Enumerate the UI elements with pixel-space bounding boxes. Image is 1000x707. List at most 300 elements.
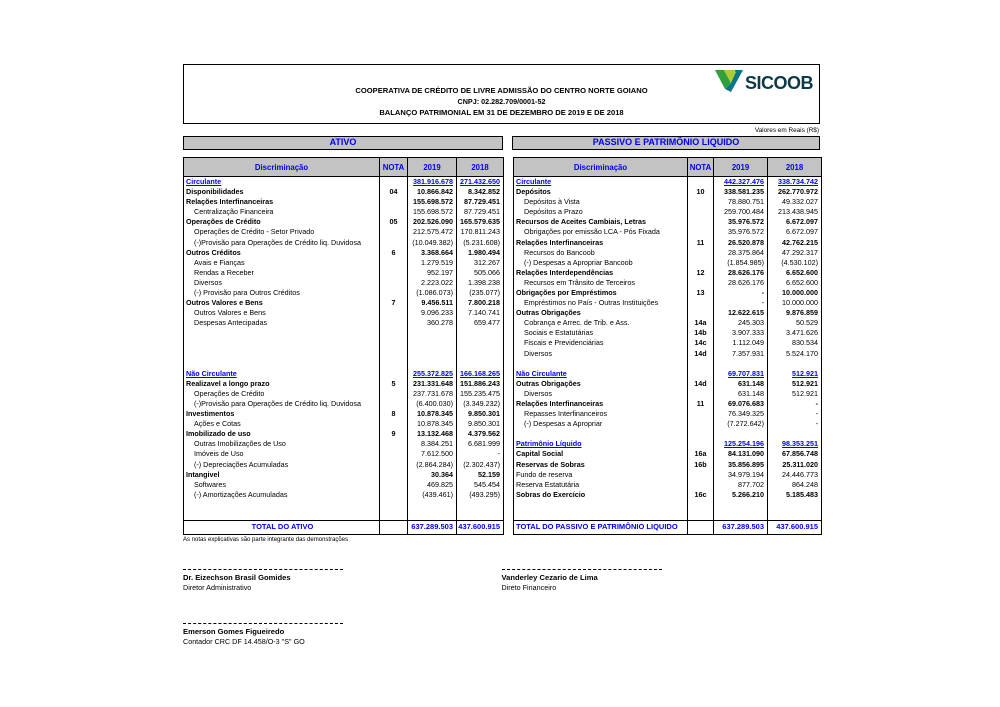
row-nota: 5	[380, 379, 408, 389]
row-value-2018: 67.856.748	[782, 449, 818, 459]
row-nota: 9	[380, 429, 408, 439]
table-row	[184, 439, 504, 449]
row-nota	[688, 389, 714, 399]
company-cnpj: CNPJ: 02.282.709/0001-52	[457, 97, 546, 106]
row-value-2019: 7.357.931	[714, 349, 768, 359]
row-value-2019: 10.878.345	[408, 409, 457, 419]
row-value-2019: 28.626.176	[714, 278, 768, 288]
row-label: Ações e Cotas	[184, 419, 380, 429]
row-nota: 16a	[688, 449, 714, 459]
row-value-2018: 6.672.097	[786, 227, 818, 237]
row-label	[184, 328, 380, 338]
table-row	[514, 308, 822, 318]
row-label: Outras Obrigações	[514, 379, 688, 389]
row-value-2018: (5.231.608)	[463, 237, 500, 247]
table-row	[184, 490, 504, 500]
row-value-2019: 12.622.615	[714, 308, 768, 318]
row-value-2018	[457, 338, 504, 348]
signature-line	[183, 623, 343, 624]
table-row	[184, 227, 504, 237]
signature-name: Emerson Gomes Figueiredo	[183, 626, 285, 636]
row-value-2018: 338.734.742	[778, 177, 818, 186]
row-value-2019: 10.866.842	[408, 187, 457, 197]
row-value-2019: 7.612.500	[408, 449, 457, 459]
table-row	[514, 318, 822, 328]
row-label	[184, 500, 380, 510]
row-value-2018: 512.921	[792, 388, 818, 398]
row-value-2018: 49.332.027	[782, 197, 818, 207]
ativo-table-total	[184, 520, 504, 534]
total-ativo-2019: 637.289.503	[408, 520, 457, 534]
signature-block-3	[183, 623, 513, 647]
row-label	[184, 359, 380, 369]
row-nota	[688, 510, 714, 520]
table-row	[184, 409, 504, 419]
row-label: Outros Créditos	[184, 248, 380, 258]
row-value-2019: 9.456.511	[408, 298, 457, 308]
row-value-2019: 237.731.678	[408, 389, 457, 399]
row-value-2018	[457, 328, 504, 338]
row-value-2018: 155.235.475	[460, 388, 500, 398]
table-row	[514, 449, 822, 459]
row-label: Operações de Crédito	[184, 389, 380, 399]
row-value-2019: -	[714, 298, 768, 308]
row-nota	[380, 359, 408, 369]
document-header	[183, 64, 820, 124]
row-label: (-) Despesas a Apropriar Bancoob	[514, 258, 688, 268]
row-nota	[380, 207, 408, 217]
row-nota: 14a	[688, 318, 714, 328]
table-row	[514, 359, 822, 369]
column-header-discriminacao: Discriminação	[514, 158, 688, 177]
row-label: Capital Social	[514, 449, 688, 459]
row-value-2019: 231.331.648	[408, 379, 457, 389]
row-value-2018	[457, 500, 504, 510]
row-nota	[380, 349, 408, 359]
row-label: (-)Provisão para Operações de Crédito liq. Duvidosa	[184, 399, 380, 409]
row-label: Relações Interdependências	[514, 268, 688, 278]
row-label	[184, 338, 380, 348]
row-value-2018: 24.446.773	[782, 469, 818, 479]
row-label: (-) Despesas a Apropriar	[514, 419, 688, 429]
table-row	[514, 349, 822, 359]
row-value-2018: 165.579.635	[460, 217, 500, 227]
row-value-2019	[408, 328, 457, 338]
signature-block-1	[183, 569, 502, 593]
row-nota: 8	[380, 409, 408, 419]
table-row	[184, 318, 504, 328]
row-value-2018: 87.729.451	[464, 207, 500, 217]
total-passivo-2018: 437.600.915	[768, 520, 822, 534]
row-nota	[380, 227, 408, 237]
row-label: Reservas de Sobras	[514, 460, 688, 470]
company-name: COOPERATIVA DE CRÉDITO DE LIVRE ADMISSÃO DO CENTRO NORTE GOIANO	[355, 86, 648, 95]
row-nota	[380, 288, 408, 298]
row-nota	[688, 439, 714, 449]
row-value-2018: 9.850.301	[468, 409, 500, 419]
column-header-2019: 2019	[714, 158, 768, 177]
row-nota	[688, 470, 714, 480]
table-row	[514, 419, 822, 429]
row-nota	[380, 510, 408, 520]
passivo-table-total	[514, 520, 822, 534]
row-nota	[688, 227, 714, 237]
row-nota: 7	[380, 298, 408, 308]
tables-row	[183, 157, 820, 535]
row-nota	[688, 500, 714, 510]
row-nota	[688, 258, 714, 268]
table-row	[184, 429, 504, 439]
row-value-2018	[768, 500, 822, 510]
row-value-2018: 659.477	[474, 318, 500, 328]
row-label: Diversos	[184, 278, 380, 288]
ativo-table	[183, 157, 504, 535]
table-row	[184, 500, 504, 510]
row-value-2018	[457, 349, 504, 359]
row-value-2018: 52.159	[478, 469, 500, 479]
table-row	[184, 510, 504, 520]
row-nota: 14d	[688, 379, 714, 389]
row-value-2019: 3.907.333	[714, 328, 768, 338]
row-label: Cobrança e Arrec. de Trib. e Ass.	[514, 318, 688, 328]
row-nota	[380, 318, 408, 328]
row-value-2019: 69.707.831	[714, 369, 768, 379]
row-nota: 10	[688, 187, 714, 197]
row-nota: 6	[380, 248, 408, 258]
row-nota	[688, 207, 714, 217]
signature-role: Direto Financeiro	[501, 582, 557, 592]
row-value-2018: 1.398.238	[468, 277, 500, 287]
row-value-2019: 1.279.519	[408, 258, 457, 268]
row-label: Recursos em Trânsito de Terceiros	[514, 278, 688, 288]
row-value-2018: 87.729.451	[464, 197, 500, 207]
row-value-2018: 262.770.972	[778, 187, 818, 197]
row-label	[514, 429, 688, 439]
row-value-2018: 6.652.600	[786, 267, 818, 277]
row-label: Circulante	[514, 177, 688, 188]
table-row	[184, 237, 504, 247]
row-label: Operações de Crédito	[184, 217, 380, 227]
table-row	[184, 369, 504, 379]
row-value-2019: 28.626.176	[714, 268, 768, 278]
row-value-2018: (2.302.437)	[463, 459, 500, 469]
table-row	[184, 338, 504, 348]
row-value-2018: 4.379.562	[468, 429, 500, 439]
table-row	[514, 288, 822, 298]
table-row	[514, 429, 822, 439]
row-value-2019: (439.461)	[408, 490, 457, 500]
row-value-2019: (10.049.382)	[408, 237, 457, 247]
row-nota	[688, 298, 714, 308]
table-row	[184, 349, 504, 359]
row-nota	[380, 268, 408, 278]
row-value-2018: 312.267	[474, 257, 500, 267]
row-label: Avais e Fianças	[184, 258, 380, 268]
row-value-2018: -	[815, 419, 818, 429]
row-value-2018: (235.077)	[469, 287, 500, 297]
row-label: Operações de Crédito - Setor Privado	[184, 227, 380, 237]
row-value-2018	[768, 359, 822, 369]
row-value-2018	[457, 510, 504, 520]
row-value-2019: 212.575.472	[408, 227, 457, 237]
row-label: Fiscais e Previdenciárias	[514, 338, 688, 348]
row-nota	[380, 177, 408, 188]
row-value-2018: 5.524.170	[786, 348, 818, 358]
row-nota	[380, 237, 408, 247]
row-value-2019: 381.916.678	[408, 177, 457, 188]
signature-name: Vanderley Cezario de Lima	[501, 572, 598, 582]
row-value-2018: 6.652.600	[786, 277, 818, 287]
row-value-2018: (493.295)	[469, 489, 500, 499]
row-nota	[380, 338, 408, 348]
row-value-2018: 151.886.243	[460, 378, 500, 388]
table-row	[184, 298, 504, 308]
row-label: Disponibilidades	[184, 187, 380, 197]
passivo-table-header	[514, 158, 822, 177]
row-nota	[688, 359, 714, 369]
row-value-2019: 1.112.049	[714, 338, 768, 348]
row-value-2018: -	[815, 399, 818, 409]
row-value-2019: 631.148	[714, 389, 768, 399]
table-row	[184, 389, 504, 399]
row-nota	[688, 480, 714, 490]
row-nota	[380, 399, 408, 409]
table-row	[514, 500, 822, 510]
row-value-2019: 26.520.878	[714, 237, 768, 247]
row-nota	[380, 480, 408, 490]
passivo-section-bar: PASSIVO E PATRIMÔNIO LIQUIDO	[512, 136, 820, 150]
row-value-2019: 3.368.664	[408, 248, 457, 258]
row-value-2018: 545.454	[474, 479, 500, 489]
row-label: Sobras do Exercício	[514, 490, 688, 500]
row-value-2019: 255.372.825	[408, 369, 457, 379]
table-row	[514, 480, 822, 490]
table-row	[184, 480, 504, 490]
row-label: Imobilizado de uso	[184, 429, 380, 439]
row-value-2019	[714, 359, 768, 369]
row-value-2019	[408, 338, 457, 348]
row-value-2019: 30.364	[408, 470, 457, 480]
row-nota: 14b	[688, 328, 714, 338]
row-label: Diversos	[514, 389, 688, 399]
row-label: Obrigações por Empréstimos	[514, 288, 688, 298]
row-value-2018: 166.168.265	[460, 368, 500, 378]
row-label: Depósitos à Vista	[514, 197, 688, 207]
table-row	[514, 328, 822, 338]
row-label: Circulante	[184, 177, 380, 188]
row-value-2019: (7.272.642)	[714, 419, 768, 429]
row-value-2018	[768, 510, 822, 520]
row-value-2019: 35.976.572	[714, 217, 768, 227]
row-nota	[688, 177, 714, 188]
row-nota	[380, 328, 408, 338]
row-label: Reserva Estatutária	[514, 480, 688, 490]
sicoob-logo-text: SICOOB	[744, 72, 813, 93]
column-header-2018: 2018	[457, 158, 504, 177]
row-value-2019: 2.223.022	[408, 278, 457, 288]
row-value-2019: 338.581.235	[714, 187, 768, 197]
row-label: (-)Provisão para Operações de Crédito liq. Duvidosa	[184, 237, 380, 247]
row-value-2018	[768, 429, 822, 439]
row-nota	[380, 278, 408, 288]
row-label: Outras Imobilizações de Uso	[184, 439, 380, 449]
table-row	[514, 177, 822, 188]
row-label: Recursos do Bancoob	[514, 248, 688, 258]
row-value-2019	[408, 500, 457, 510]
row-label: Imóveis de Uso	[184, 449, 380, 459]
row-value-2019	[408, 510, 457, 520]
column-header-2018: 2018	[768, 158, 822, 177]
row-value-2019: 125.254.196	[714, 439, 768, 449]
row-nota	[688, 429, 714, 439]
row-label: (-) Amortizações Acumuladas	[184, 490, 380, 500]
row-value-2019	[408, 349, 457, 359]
row-nota: 04	[380, 187, 408, 197]
table-row	[514, 510, 822, 520]
row-value-2018: 170.811.243	[460, 227, 500, 237]
row-nota	[380, 369, 408, 379]
row-label: Diversos	[514, 349, 688, 359]
row-nota	[380, 258, 408, 268]
signature-line	[183, 569, 343, 570]
row-nota	[688, 419, 714, 429]
row-label: Relações Interfinanceiras	[184, 197, 380, 207]
row-value-2019	[408, 359, 457, 369]
table-row	[184, 470, 504, 480]
row-nota	[688, 197, 714, 207]
row-value-2018: 213.438.945	[778, 207, 818, 217]
row-nota	[380, 389, 408, 399]
table-row	[184, 248, 504, 258]
row-label: Não Circulante	[514, 369, 688, 379]
total-ativo-label: TOTAL DO ATIVO	[184, 520, 380, 534]
column-header-nota: NOTA	[688, 158, 714, 177]
row-nota	[380, 470, 408, 480]
row-nota: 16c	[688, 490, 714, 500]
table-row	[184, 207, 504, 217]
table-row	[514, 460, 822, 470]
table-row	[514, 278, 822, 288]
table-row	[514, 338, 822, 348]
row-nota	[380, 490, 408, 500]
row-label: Centralização Financeira	[184, 207, 380, 217]
table-row	[184, 449, 504, 459]
row-value-2019: 155.698.572	[408, 197, 457, 207]
row-nota	[688, 217, 714, 227]
column-header-discriminacao: Discriminação	[184, 158, 380, 177]
table-row	[184, 359, 504, 369]
row-label: Outros Valores e Bens	[184, 308, 380, 318]
row-label	[184, 349, 380, 359]
row-nota: 11	[688, 399, 714, 409]
row-value-2018: 271.432.650	[460, 177, 500, 186]
row-value-2019: 35.856.895	[714, 460, 768, 470]
row-label: Investimentos	[184, 409, 380, 419]
row-label: Realizavel a longo prazo	[184, 379, 380, 389]
row-value-2018: 5.185.483	[786, 489, 818, 499]
row-label: Relações Interfinanceiras	[514, 237, 688, 247]
passivo-table-body	[514, 177, 822, 521]
table-row	[514, 258, 822, 268]
row-value-2019: 245.303	[714, 318, 768, 328]
section-bars	[183, 136, 820, 150]
row-nota	[380, 460, 408, 470]
row-value-2018: 505.066	[474, 267, 500, 277]
row-value-2018: 8.342.852	[468, 187, 500, 197]
row-nota	[688, 308, 714, 318]
table-row	[184, 399, 504, 409]
row-value-2018: 10.000.000	[782, 298, 818, 308]
table-row	[184, 460, 504, 470]
row-label: Relações Interfinanceiras	[514, 399, 688, 409]
table-row	[514, 389, 822, 399]
row-value-2019: (6.400.030)	[408, 399, 457, 409]
row-value-2018: 50.529	[796, 318, 818, 328]
signature-block-2	[502, 569, 821, 593]
row-value-2019: (2.864.284)	[408, 460, 457, 470]
row-value-2018: 42.762.215	[782, 237, 818, 247]
row-label: Recursos de Aceites Cambiais, Letras	[514, 217, 688, 227]
row-value-2019: 155.698.572	[408, 207, 457, 217]
currency-note: Valores em Reais (R$)	[754, 127, 819, 134]
column-header-2019: 2019	[408, 158, 457, 177]
row-value-2018: 864.248	[792, 479, 818, 489]
row-value-2019: 76.349.325	[714, 409, 768, 419]
table-row	[514, 197, 822, 207]
row-value-2018: 512.921	[792, 378, 818, 388]
row-value-2018: 3.471.626	[786, 328, 818, 338]
table-row	[514, 187, 822, 197]
row-value-2019	[714, 429, 768, 439]
row-nota: 12	[688, 268, 714, 278]
table-row	[514, 399, 822, 409]
table-row	[184, 217, 504, 227]
passivo-table	[513, 157, 822, 535]
table-row	[184, 288, 504, 298]
row-label: (-) Depreciações Acumuladas	[184, 460, 380, 470]
signature-role: Contador CRC DF 14.458/O-3 "S" GO	[183, 636, 305, 646]
table-row	[514, 470, 822, 480]
table-row	[514, 217, 822, 227]
row-value-2019: 9.096.233	[408, 308, 457, 318]
total-ativo-2018: 437.600.915	[457, 520, 504, 534]
row-value-2018: 7.800.218	[468, 298, 500, 308]
row-value-2019: (1.086.073)	[408, 288, 457, 298]
table-row	[514, 369, 822, 379]
row-label: Intangivel	[184, 470, 380, 480]
table-row	[184, 308, 504, 318]
row-label: Fundo de reserva	[514, 470, 688, 480]
ativo-table-header	[184, 158, 504, 177]
row-value-2018: 512.921	[792, 368, 818, 378]
row-label: Outras Obrigações	[514, 308, 688, 318]
table-row	[514, 248, 822, 258]
row-value-2019	[714, 500, 768, 510]
row-value-2018: -	[815, 409, 818, 419]
table-row	[184, 328, 504, 338]
row-value-2018: 98.353.251	[782, 439, 818, 449]
column-header-nota: NOTA	[380, 158, 408, 177]
row-value-2018: (3.349.232)	[463, 399, 500, 409]
row-value-2019: (1.854.985)	[714, 258, 768, 268]
signature-role: Diretor Administrativo	[183, 582, 252, 592]
row-nota	[688, 409, 714, 419]
row-label: Repasses Interfinanceiros	[514, 409, 688, 419]
row-value-2019: 631.148	[714, 379, 768, 389]
row-nota: 16b	[688, 460, 714, 470]
row-value-2018: 7.140.741	[468, 308, 500, 318]
table-row	[514, 379, 822, 389]
